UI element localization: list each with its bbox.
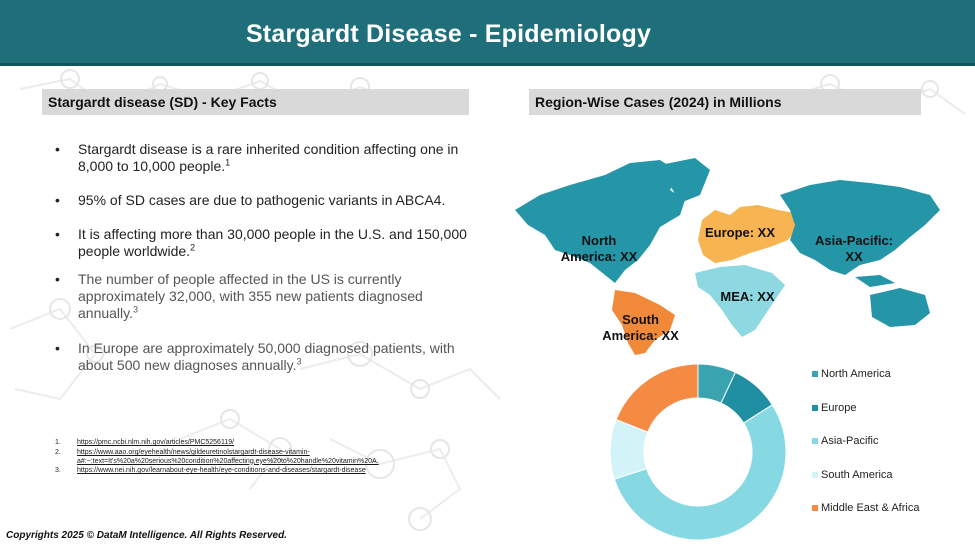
fact-text: In Europe are approximately 50,000 diagnosed patients, with about 500 new diagnoses annually. [78,340,455,373]
label-south-america: South America: XX [602,312,679,343]
reference-number: 1. [55,439,61,446]
map-region-islands [855,275,895,287]
fact-text: Stargardt disease is a rare inherited condition affecting one in 8,000 to 10,000 people. [78,141,459,174]
world-map [510,155,950,355]
bullet-icon: • [55,340,60,356]
fact-text: The number of people affected in the US is currently approximately 32,000, with 355 new patients diagnosed annually. [78,271,423,321]
reference-link[interactable]: https://www.aao.org/eyehealth/news/gildeuretinolstargardt-disease-vitamin-a#:~:text=It's%20a%20serious%20condition%20affecting,eye%20to%20handle%20vitamin%20A. [77,449,379,465]
bullet-icon: • [55,192,60,208]
legend-label: Asia-Pacific [821,435,879,447]
legend-label: Middle East & Africa [821,502,920,514]
label-mea: MEA: XX [720,289,775,304]
key-facts-heading: Stargardt disease (SD) - Key Facts [42,89,469,115]
region-cases-heading: Region-Wise Cases (2024) in Millions [529,89,921,115]
reference-link[interactable]: https://www.nei.nih.gov/learnabout-eye-health/eye-conditions-and-diseases/stargardt-disease [77,467,366,474]
label-europe: Europe: XX [704,225,776,240]
legend-label: Europe [821,402,857,414]
bullet-icon: • [55,226,60,242]
reference-number: 2. [55,449,61,456]
fact-citation: 3 [296,356,302,367]
legend-swatch [812,505,818,511]
legend-swatch [812,371,818,377]
legend-label: North America [821,368,891,380]
legend-swatch [812,438,818,444]
bullet-icon: • [55,141,60,157]
fact-text: 95% of SD cases are due to pathogenic variants in ABCA4. [78,192,446,208]
legend-swatch [812,405,818,411]
page-title: Stargardt Disease - Epidemiology [245,20,652,48]
fact-citation: 1 [225,157,231,168]
reference-number: 3. [55,467,61,474]
legend-label: South America [821,469,893,481]
region-donut-chart [608,362,788,542]
map-region-australia [870,288,930,327]
copyright-text: Copyrights 2025 © DataM Intelligence. All Rights Reserved. [6,530,287,541]
fact-citation: 3 [133,304,139,315]
fact-citation: 2 [190,242,196,253]
donut-slice-middle-east-africa [616,364,698,432]
legend-swatch [812,472,818,478]
label-asia-pacific: Asia-Pacific: XX [814,233,894,264]
label-north-america: North America: XX [560,233,638,264]
fact-text: It is affecting more than 30,000 people in the U.S. and 150,000 people worldwide. [78,226,467,259]
header-banner [0,0,975,66]
reference-link[interactable]: https://pmc.ncbi.nlm.nih.gov/articles/PMC5256119/ [77,439,235,446]
bullet-icon: • [55,271,60,287]
